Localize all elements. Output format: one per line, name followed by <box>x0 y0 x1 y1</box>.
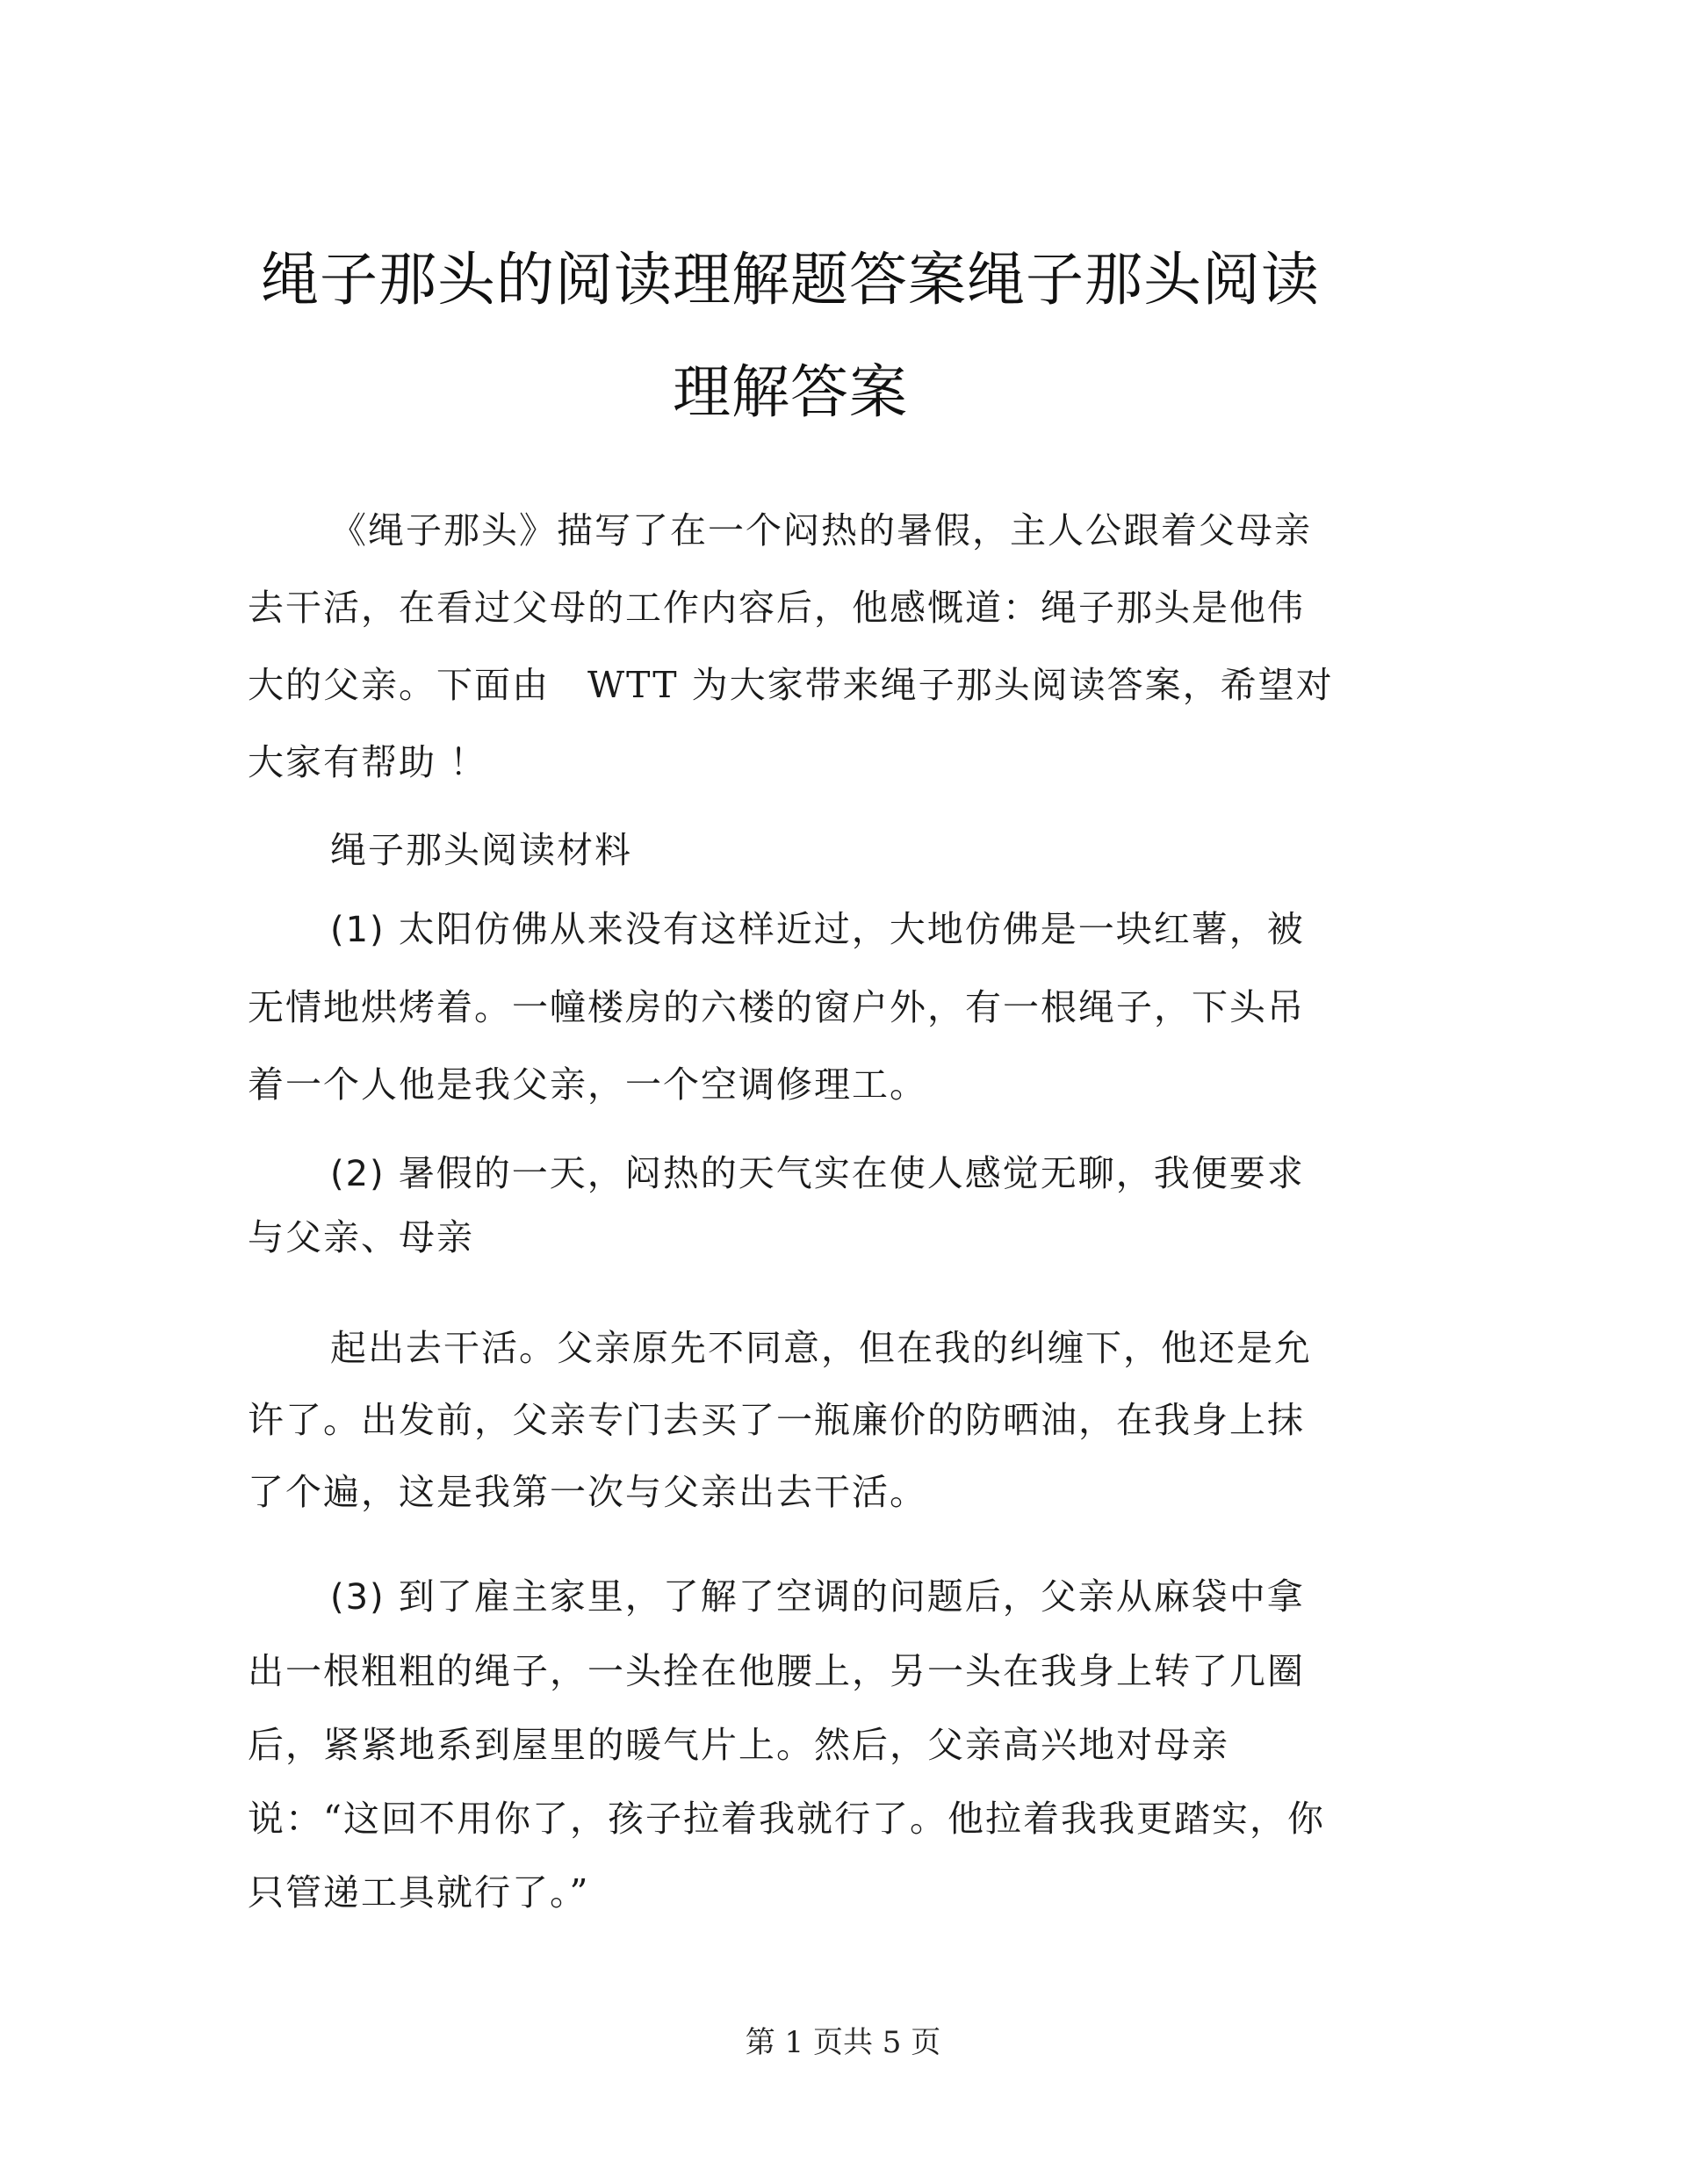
paragraph-text: 到了雇主家里，了解了空调的问题后，父亲从麻袋中拿出一根粗粗的绳子，一头拴在他腰上，另一头在我身上转了几圈后，紧紧地系到屋里的暖气片上。然后，父亲高兴地对母亲说：“这回不用你了，孩子拉着我就行了。他拉着我我更踏实，你只管递工具就行了。” <box>248 1575 1325 1914</box>
section-heading <box>248 811 1337 889</box>
paragraph-number: (1) <box>330 910 385 950</box>
paragraph-1 <box>248 890 1337 1123</box>
intro-paragraph <box>248 492 1337 801</box>
paragraph-number: (2) <box>330 1154 385 1194</box>
paragraph-text: 《绳子那头》描写了在一个闷热的暑假，主人公跟着父母亲去干活，在看过父母的工作内容后，他感慨道：绳子那头是他伟大的父亲。下面由 WTT 为大家带来绳子那头阅读答案，希望对大家有帮助 ！ <box>248 509 1334 783</box>
paragraph-text: 绳子那头阅读材料 <box>330 829 632 871</box>
paragraph-text: 暑假的一天，闷热的天气实在使人感觉无聊，我便要求与父亲、母亲 <box>248 1152 1305 1258</box>
paragraph-text: 太阳仿佛从来没有这样近过，大地仿佛是一块红薯，被无情地烘烤着。一幢楼房的六楼的窗户外，有一根绳子，下头吊着一个人他是我父亲，一个空调修理工。 <box>248 908 1305 1106</box>
paragraph-number: (3) <box>330 1577 385 1618</box>
paragraph-2 <box>248 1142 1337 1269</box>
paragraph-3 <box>248 1560 1337 1929</box>
page-footer: 第 1 页共 5 页 <box>745 2025 941 2060</box>
paragraph-text: 起出去干活。父亲原先不同意，但在我的纠缠下，他还是允许了。出发前，父亲专门去买了一瓶廉价的防晒油，在我身上抹了个遍，这是我第一次与父亲出去干活。 <box>248 1327 1312 1513</box>
document-title: 绳子那头的阅读理解题答案绳子那头阅读理解答案 <box>261 246 1320 426</box>
paragraph-2-continued <box>248 1312 1337 1528</box>
